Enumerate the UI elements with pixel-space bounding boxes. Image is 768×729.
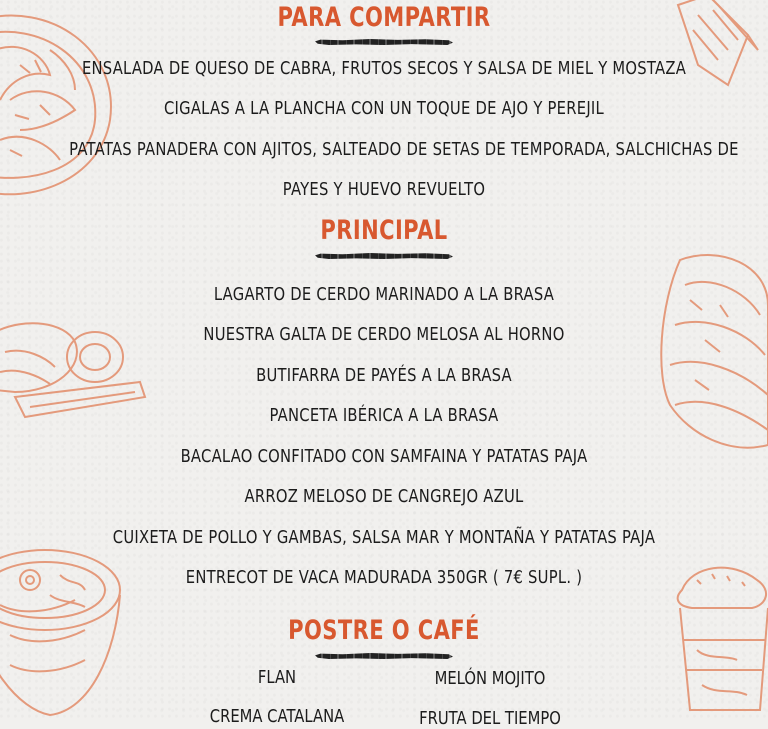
menu-item: LAGARTO DE CERDO MARINADO A LA BRASA	[213, 284, 555, 305]
menu-item: PANCETA IBÉRICA A LA BRASA	[269, 405, 499, 426]
menu-item: PAYES Y HUEVO REVUELTO	[282, 179, 486, 200]
menu-item: CUIXETA DE POLLO Y GAMBAS, SALSA MAR Y MONTAÑA Y PATATAS PAJA	[112, 527, 656, 548]
menu-item: BACALAO CONFITADO CON SAMFAINA Y PATATAS PAJA	[180, 446, 588, 467]
menu-item: ENSALADA DE QUESO DE CABRA, FRUTOS SECOS Y SALSA DE MIEL Y MOSTAZA	[81, 58, 687, 79]
menu-item: ARROZ MELOSO DE CANGREJO AZUL	[244, 486, 524, 507]
dessert-item: FRUTA DEL TIEMPO	[419, 708, 561, 729]
menu-item: NUESTRA GALTA DE CERDO MELOSA AL HORNO	[203, 324, 565, 345]
menu-item: PATATAS PANADERA CON AJITOS, SALTEADO DE SETAS DE TEMPORADA, SALCHICHAS DE	[69, 139, 739, 160]
menu-item: ENTRECOT DE VACA MADURADA 350GR ( 7€ SUPL. )	[185, 567, 583, 588]
section-title-para-compartir: PARA COMPARTIR	[277, 2, 491, 33]
menu-item: CIGALAS A LA PLANCHA CON UN TOQUE DE AJO Y PEREJIL	[163, 98, 605, 119]
section-title-principal: PRINCIPAL	[320, 215, 448, 246]
dessert-item: CREMA CATALANA	[209, 706, 345, 727]
dessert-item: MELÓN MOJITO	[434, 668, 546, 689]
section-title-postre-o-cafe: POSTRE O CAFÉ	[288, 615, 480, 646]
dessert-item: FLAN	[257, 667, 297, 688]
menu-item: BUTIFARRA DE PAYÉS A LA BRASA	[256, 365, 512, 386]
